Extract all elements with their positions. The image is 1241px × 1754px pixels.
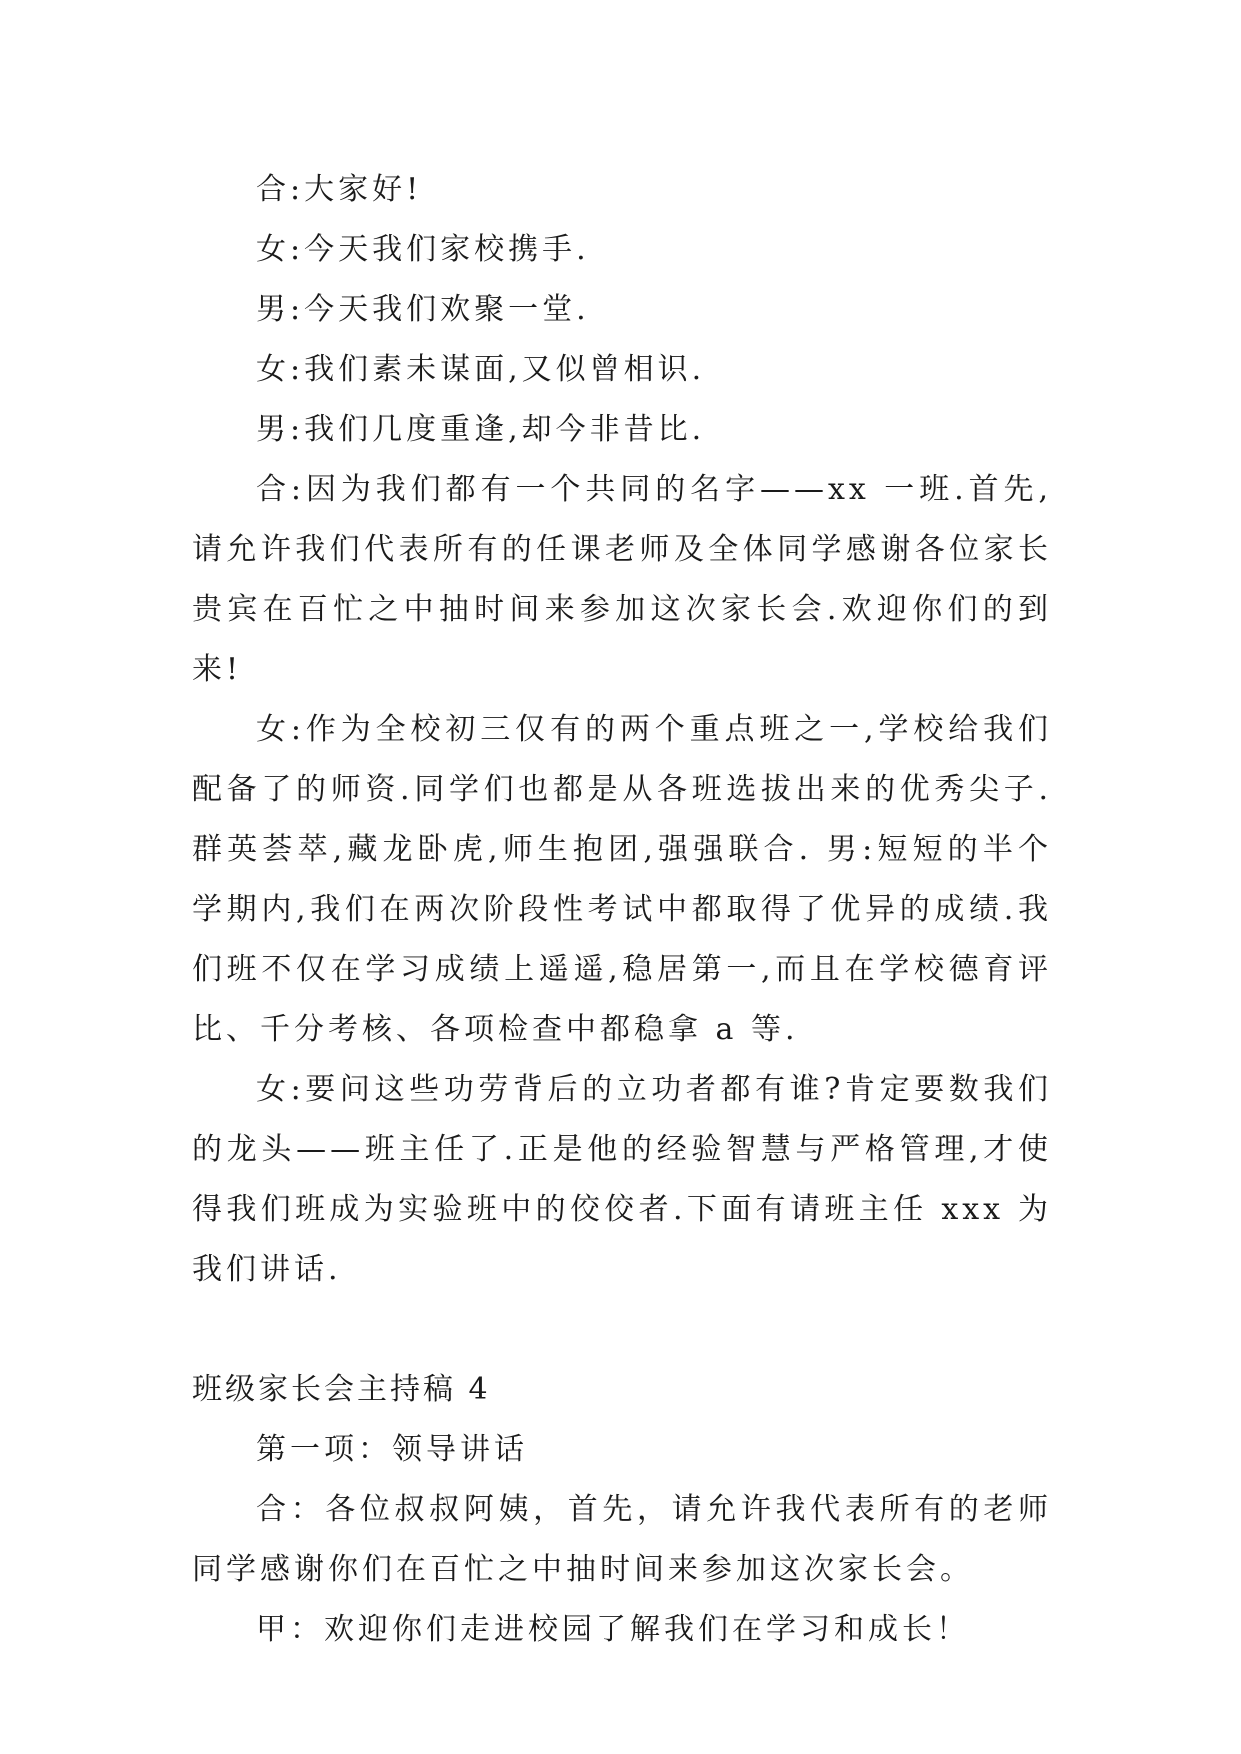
paragraph-class-intro: 女:作为全校初三仅有的两个重点班之一,学校给我们配备了的师资.同学们也都是从各班选拔出来的优秀尖子.群英荟萃,藏龙卧虎,师生抱团,强强联合. 男:短短的半个学期内,我们在两次阶段性考试中都取得了优异的成绩.我们班不仅在学习成绩上遥遥,稳居第一,而且在学校德育评比、千分考核、各项检查中都稳拿 a 等.	[192, 712, 1052, 1047]
paragraph-thanks: 合：各位叔叔阿姨，首先，请允许我代表所有的老师同学感谢你们在百忙之中抽时间来参加这次家长会。	[192, 1492, 1052, 1587]
section-title: 班级家长会主持稿 4	[192, 1372, 491, 1407]
document-body	[192, 160, 1052, 1660]
paragraph-female-1: 女:今天我们家校携手.	[256, 232, 590, 267]
paragraph-greeting: 合:大家好!	[256, 172, 423, 207]
paragraph-teacher-intro: 女:要问这些功劳背后的立功者都有谁?肯定要数我们的龙头——班主任了.正是他的经验智慧与严格管理,才使得我们班成为实验班中的佼佼者.下面有请班主任 xxx 为我们讲话.	[192, 1072, 1052, 1287]
section-spacer	[192, 1300, 1052, 1360]
paragraph-male-1: 男:今天我们欢聚一堂.	[256, 292, 590, 327]
paragraph-item-one: 第一项：领导讲话	[256, 1432, 528, 1467]
paragraph-welcome-campus: 甲：欢迎你们走进校园了解我们在学习和成长！	[256, 1612, 970, 1647]
paragraph-male-2: 男:我们几度重逢,却今非昔比.	[256, 412, 706, 447]
paragraph-female-2: 女:我们素未谋面,又似曾相识.	[256, 352, 706, 387]
paragraph-welcome: 合:因为我们都有一个共同的名字——xx 一班.首先,请允许我们代表所有的任课老师及全体同学感谢各位家长贵宾在百忙之中抽时间来参加这次家长会.欢迎你们的到来!	[192, 472, 1052, 687]
